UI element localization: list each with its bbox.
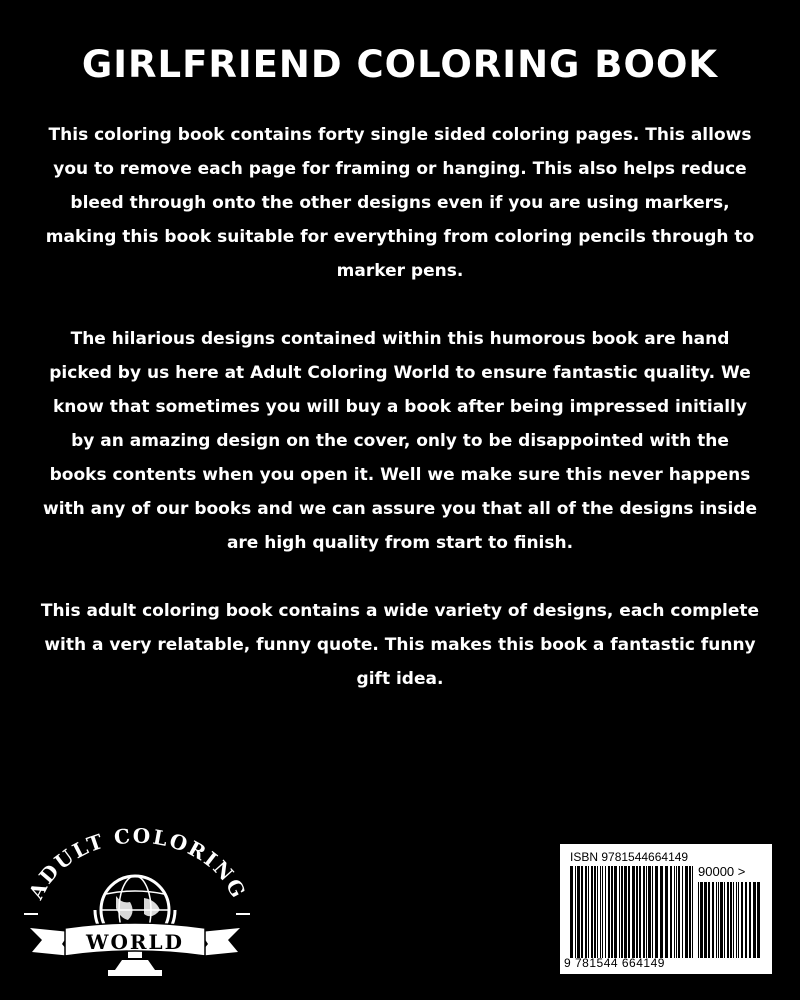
book-description <box>40 118 760 730</box>
publisher-logo <box>10 810 260 985</box>
barcode-bars <box>570 866 694 958</box>
isbn-barcode <box>560 844 772 974</box>
logo-top-text: ADULT COLORING <box>23 823 252 903</box>
description-paragraph-1: This coloring book contains forty single sided coloring pages. This allows you to remove each page for framing or hanging. This also helps reduce bleed through onto the other designs even if you are using markers, making this book suitable for everything from coloring pencils through to marker pens. <box>45 125 755 281</box>
description-paragraph-3: This adult coloring book contains a wide variety of designs, each complete with a very relatable, funny quote. This makes this book a fantastic funny gift idea. <box>40 601 760 689</box>
description-paragraph-2: The hilarious designs contained within this humorous book are hand picked by us here at Adult Coloring World to ensure fantastic quality. We know that sometimes you will buy a book after being impressed initially by an amazing design on the cover, only to be disappointed with the books contents when you open it. Well we make sure this never happens with any of our books and we can assure you that all of the designs inside are high quality from start to finish. <box>43 329 757 553</box>
logo-banner-text: WORLD <box>86 930 184 954</box>
price-code: 90000 > <box>698 864 746 879</box>
barcode-digits: 9 781544 664149 <box>564 956 665 970</box>
barcode-addon-bars <box>698 882 760 958</box>
isbn-label: ISBN 9781544664149 <box>570 850 689 864</box>
book-title: GIRLFRIEND COLORING BOOK <box>81 43 719 86</box>
